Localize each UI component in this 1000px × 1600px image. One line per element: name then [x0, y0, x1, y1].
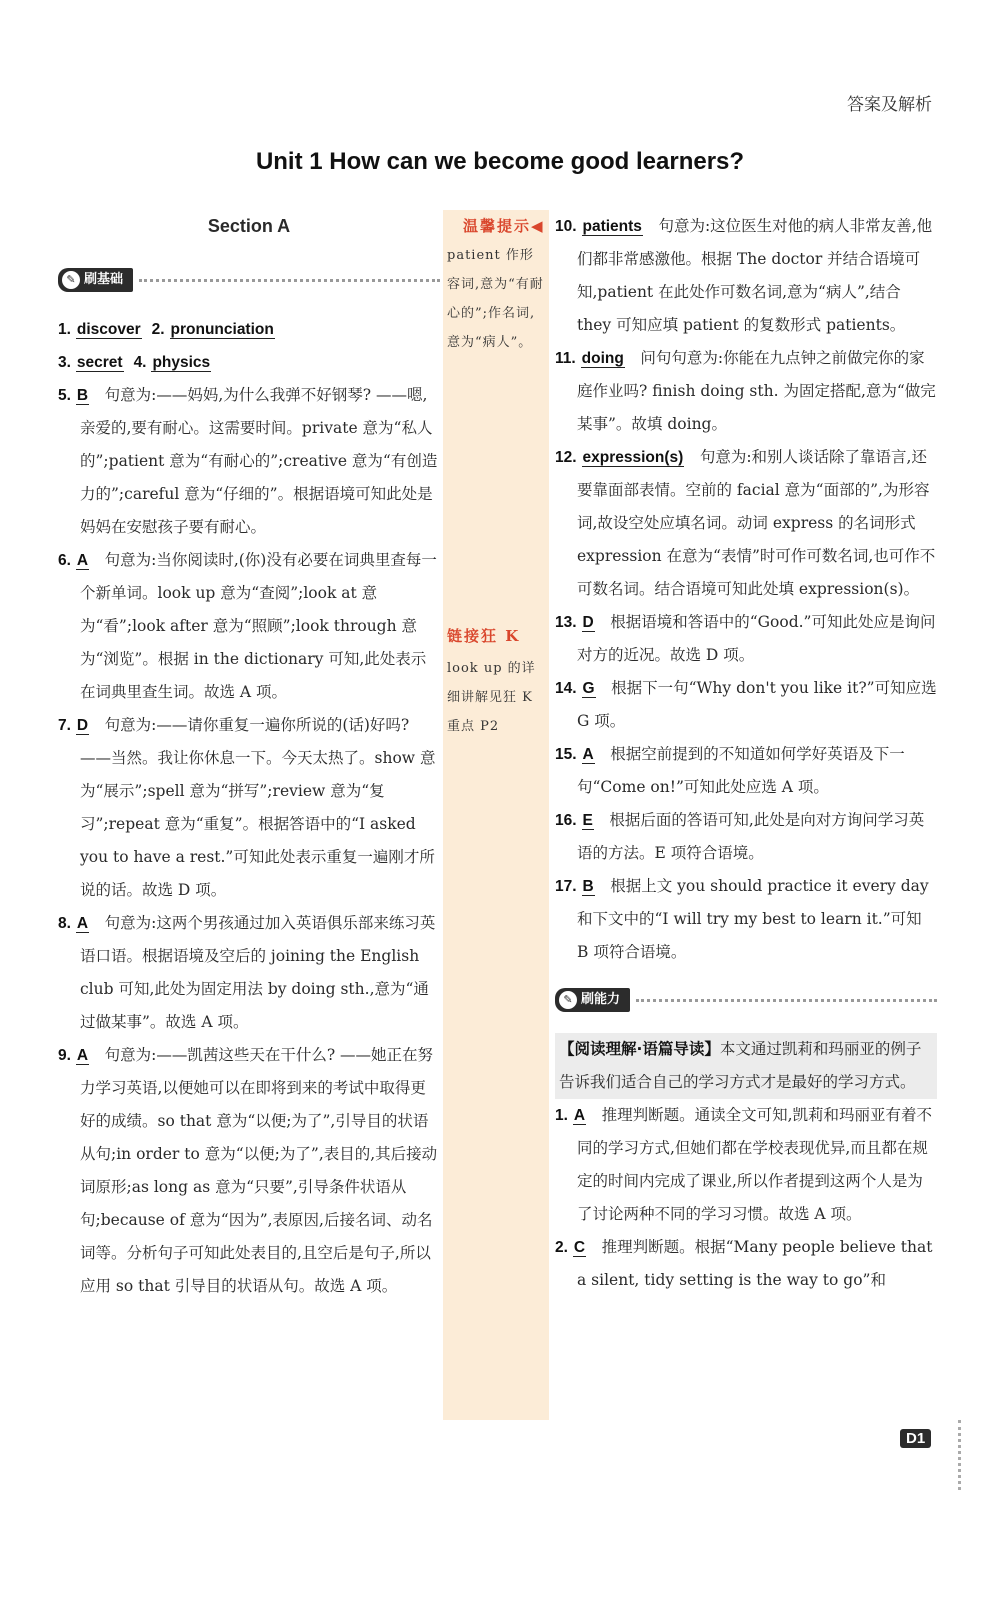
item-explanation: 句意为:这位医生对他的病人非常友善,他们都非常感激他。根据 The doctor 并结合语境可知,patient 在此处作可数名词,意为“病人”,结合 they 可知应填 patient 的复数形式 patients。 [577, 217, 933, 334]
item-number: 9. [58, 1047, 71, 1064]
item-number: 8. [58, 915, 71, 932]
item-answer: physics [152, 354, 211, 371]
answer-item [555, 441, 937, 606]
item-number: 15. [555, 746, 577, 763]
item-number: 13. [555, 614, 577, 631]
answer-item [58, 346, 440, 379]
item-explanation: 推理判断题。通读全文可知,凯莉和玛丽亚有着不同的学习方式,但她们都在学校表现优异,而且都在规定的时间内完成了课业,所以作者提到这两个人是为了讨论两种不同的学习习惯。故选 A 项。 [577, 1106, 933, 1223]
item-answer: A [76, 552, 89, 569]
section-title: Section A [207, 216, 291, 236]
item-explanation: 句意为:——凯茜这些天在干什么? ——她正在努力学习英语,以便她可以在即将到来的考试中取得更好的成绩。so that 意为“以便;为了”,引导目的状语从句;in order to 意为“以便;为了”,表目的,其后接动词原形;as long as 意为“只要”,引导条件状语从句;because of 意为“因为”,表原因,后接名词、动名词等。分析句子可知此处表目的,且空后是句子,所以应用 so that 引导目的状语从句。故选 A 项。 [80, 1046, 438, 1295]
item-answer: secret [76, 354, 123, 371]
item-answer: discover [76, 321, 141, 338]
item-number: 2. [555, 1239, 568, 1256]
answer-item [555, 606, 937, 672]
side-link-heading: 链接狂 K [447, 627, 521, 645]
item-number: 4. [133, 354, 147, 371]
side-tip-heading: 温馨提示◀ [463, 217, 545, 235]
item-answer: patients [582, 218, 642, 235]
item-number: 16. [555, 812, 577, 829]
answer-item [555, 342, 937, 441]
item-explanation: 句意为:——妈妈,为什么我弹不好钢琴? ——嗯,亲爱的,要有耐心。这需要时间。private 意为“私人的”;patient 意为“有耐心的”;creative 意为“有创造力的”;careful 意为“仔细的”。根据语境可知此处是妈妈在安慰孩子要有耐心。 [80, 386, 438, 536]
pencil-icon: ✎ [62, 271, 80, 289]
item-number: 7. [58, 717, 71, 734]
item-explanation: 句意为:和别人谈话除了靠语言,还要靠面部表情。空前的 facial 意为“面部的”,为形容词,故设空处应填名词。动词 express 的名词形式 expression 在意为“表情”时可作可数名词,也可作不可数名词。结合语境可知此处填 expression(s)。 [577, 448, 936, 598]
answer-item [555, 804, 937, 870]
item-explanation: 根据语境和答语中的“Good.”可知此处应是询问对方的近况。故选 D 项。 [577, 613, 936, 664]
item-number: 14. [555, 680, 577, 697]
tag-row-basic [58, 265, 440, 295]
item-number: 3. [58, 354, 71, 371]
unit-title: Unit 1 How can we become good learners? [255, 148, 745, 175]
item-number: 17. [555, 878, 577, 895]
tag-basic [58, 268, 133, 292]
item-answer: pronunciation [170, 321, 274, 338]
item-number: 5. [58, 387, 71, 404]
answer-item [58, 709, 440, 907]
item-explanation: 根据后面的答语可知,此处是向对方询问学习英语的方法。E 项符合语境。 [577, 811, 925, 862]
item-number: 6. [58, 552, 71, 569]
side-link-text: look up 的详细讲解见狂 K 重点 P2 [447, 661, 536, 734]
reading-guide-label: 【阅读理解·语篇导读】 [559, 1040, 720, 1058]
item-answer: B [76, 387, 89, 404]
left-column [58, 210, 440, 1303]
item-answer: D [76, 717, 89, 734]
answer-item [555, 672, 937, 738]
answer-item [555, 210, 937, 342]
item-number: 12. [555, 449, 577, 466]
right-column [555, 210, 937, 1297]
item-explanation: 推理判断题。根据“Many people believe that a silent, tidy setting is the way to go”和 [577, 1238, 933, 1289]
item-answer: C [573, 1239, 586, 1256]
edge-dotted-marker [958, 1420, 965, 1490]
item-answer: G [582, 680, 595, 697]
item-answer: expression(s) [582, 449, 684, 466]
item-explanation: 根据上文 you should practice it every day 和下文中的“I will try my best to learn it.”可知 B 项符合语境。 [577, 877, 929, 961]
item-explanation: 根据空前提到的不知道如何学好英语及下一句“Come on!”可知此处应选 A 项。 [577, 745, 905, 796]
answer-item [58, 544, 440, 709]
item-number: 1. [58, 321, 71, 338]
item-answer: D [582, 614, 594, 631]
answer-item [555, 738, 937, 804]
item-answer: B [582, 878, 594, 895]
page-number: D1 [900, 1429, 931, 1448]
tag-basic-label: 刷基础 [84, 272, 124, 287]
tag-ability-label: 刷能力 [581, 992, 621, 1007]
item-explanation: 问句句意为:你能在九点钟之前做完你的家庭作业吗? finish doing sth. 为固定搭配,意为“做完某事”。故填 doing。 [577, 349, 936, 433]
item-number: 11. [555, 350, 576, 367]
answer-item [555, 1099, 937, 1231]
answer-item [58, 907, 440, 1039]
item-answer: A [76, 1047, 89, 1064]
item-explanation: 句意为:这两个男孩通过加入英语俱乐部来练习英语口语。根据语境及空后的 joining the English club 可知,此处为固定用法 by doing sth.,意为“通过做某事”。故选 A 项。 [80, 914, 436, 1031]
item-explanation: 句意为:——请你重复一遍你所说的(话)好吗? ——当然。我让你休息一下。今天太热了。show 意为“展示”;spell 意为“拼写”;review 意为“复习”;repeat 意为“重复”。根据答语中的“I asked you to have a rest.”可知此处表示重复一遍刚才所说的话。故选 D 项。 [80, 716, 436, 899]
item-explanation: 句意为:当你阅读时,(你)没有必要在词典里查每一个新单词。look up 意为“查阅”;look at 意为“看”;look after 意为“照顾”;look through 意为“浏览”。根据 in the dictionary 可知,此处表示在词典里查生词。故选 A 项。 [80, 551, 437, 701]
tag-ability [555, 988, 630, 1012]
item-answer: A [76, 915, 89, 932]
tag-row-ability [555, 985, 937, 1015]
side-notes [443, 210, 549, 1420]
item-number: 1. [555, 1107, 568, 1124]
item-number: 10. [555, 218, 577, 235]
answer-item [58, 313, 440, 346]
answer-item [58, 379, 440, 544]
side-tip-text: patient 作形容词,意为“有耐心的”;作名词,意为“病人”。 [447, 248, 544, 350]
dotted-divider [636, 999, 937, 1002]
item-number: 2. [151, 321, 165, 338]
item-explanation: 根据下一句“Why don't you like it?”可知应选 G 项。 [577, 679, 937, 730]
header-section-title: 答案及解析 [847, 95, 932, 115]
answer-item [555, 870, 937, 969]
answer-item [555, 1231, 937, 1297]
answer-item [58, 1039, 440, 1303]
reading-guide [555, 1033, 937, 1099]
item-answer: E [582, 812, 593, 829]
reading-guide-text: 本文通过凯莉和玛丽亚的例子告诉我们适合自己的学习方式才是最好的学习方式。 [559, 1040, 922, 1091]
item-answer: A [573, 1107, 586, 1124]
dotted-divider [139, 279, 440, 282]
item-answer: doing [581, 350, 624, 367]
item-answer: A [582, 746, 594, 763]
pencil-icon: ✎ [559, 991, 577, 1009]
